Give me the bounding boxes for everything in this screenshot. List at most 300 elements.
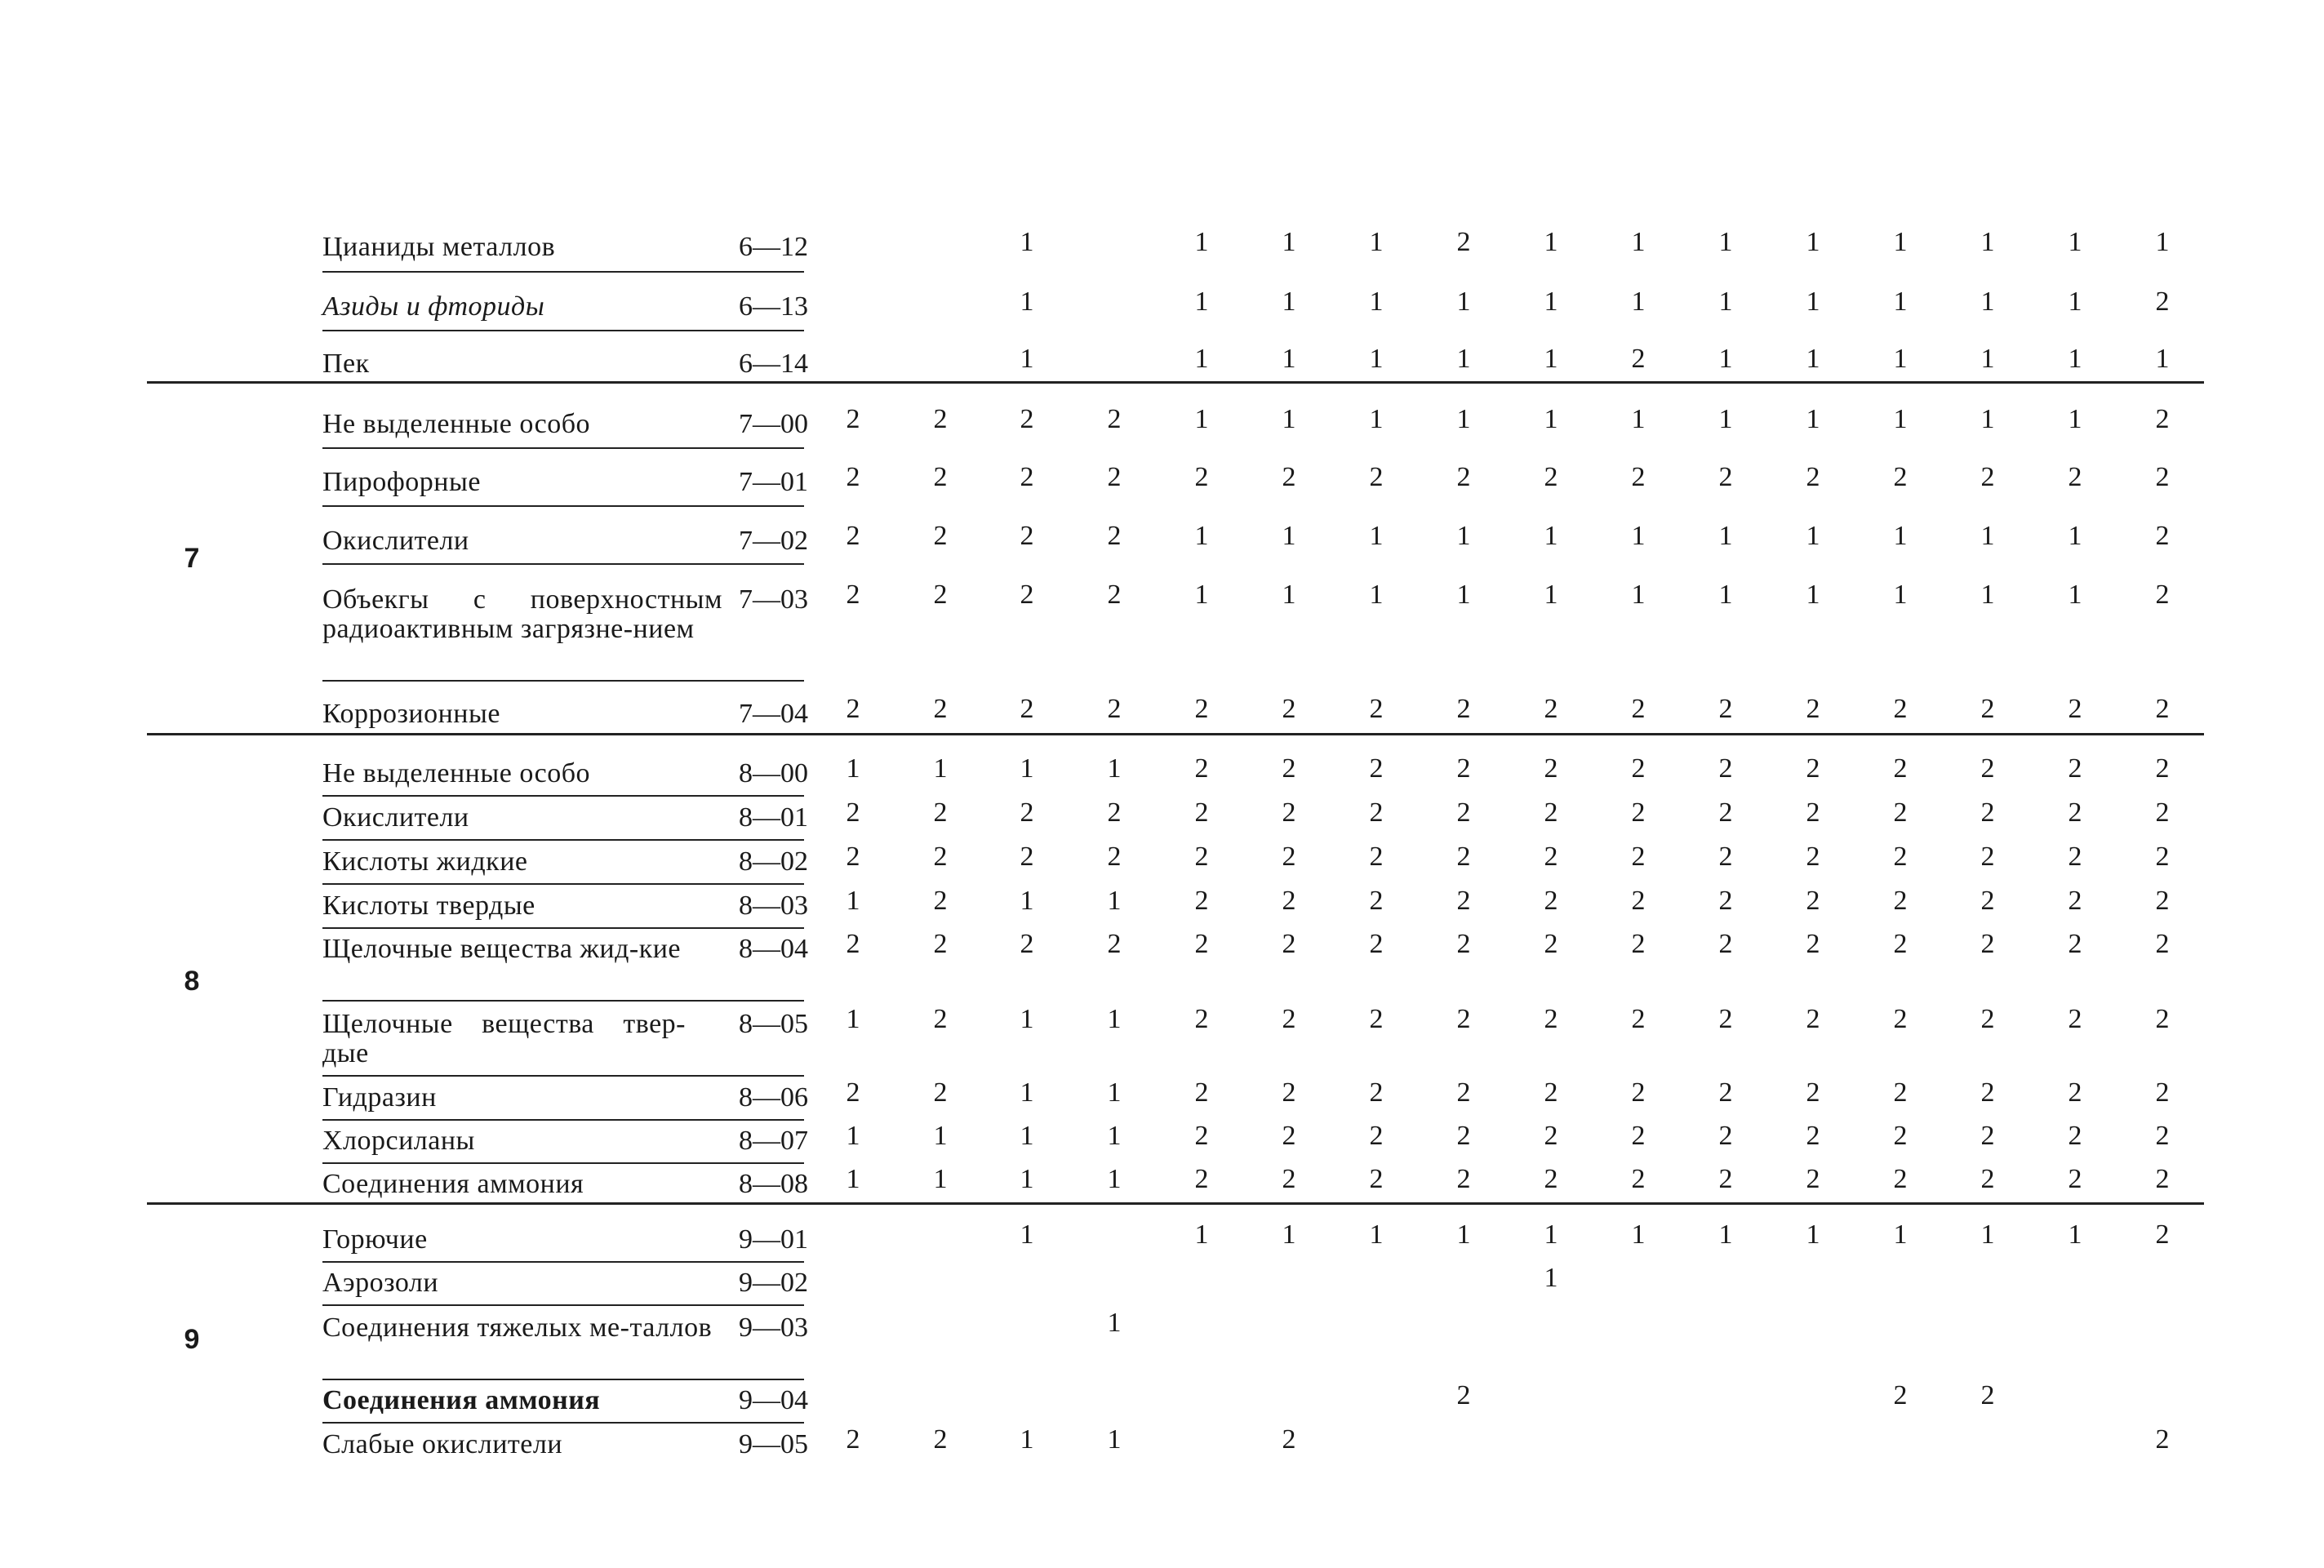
value-cell: 2 bbox=[1107, 462, 1122, 492]
group-separator bbox=[147, 1202, 2204, 1205]
value-cell: 2 bbox=[1456, 929, 1471, 959]
value-cell: 2 bbox=[2068, 842, 2082, 872]
value-cell: 1 bbox=[1282, 344, 1296, 374]
value-cell: 1 bbox=[2068, 404, 2082, 434]
value-cell: 1 bbox=[1893, 227, 1908, 257]
value-cell: 2 bbox=[1282, 1164, 1296, 1194]
value-cell: 2 bbox=[1544, 1164, 1558, 1194]
value-cell: 2 bbox=[2155, 462, 2170, 492]
value-cell: 2 bbox=[2155, 842, 2170, 872]
value-cell: 1 bbox=[1282, 580, 1296, 610]
value-cell: 2 bbox=[1282, 842, 1296, 872]
row-underline bbox=[322, 447, 804, 449]
substance-code: 9—05 bbox=[739, 1429, 808, 1459]
value-cell: 1 bbox=[2155, 344, 2170, 374]
value-cell: 1 bbox=[2068, 580, 2082, 610]
value-cell: 2 bbox=[1980, 1121, 1995, 1151]
substance-code: 6—13 bbox=[739, 291, 808, 322]
value-cell: 1 bbox=[1456, 521, 1471, 551]
value-cell: 2 bbox=[1893, 1077, 1908, 1108]
value-cell: 1 bbox=[1369, 404, 1384, 434]
value-cell: 2 bbox=[1631, 1004, 1646, 1034]
value-cell: 2 bbox=[2155, 1121, 2170, 1151]
value-cell: 2 bbox=[1369, 1004, 1384, 1034]
value-cell: 2 bbox=[1369, 929, 1384, 959]
value-cell: 2 bbox=[1893, 462, 1908, 492]
value-cell: 1 bbox=[1718, 1219, 1733, 1250]
substance-name: Не выделенные особо bbox=[322, 758, 591, 788]
value-cell: 2 bbox=[1282, 1077, 1296, 1108]
value-cell: 2 bbox=[1631, 886, 1646, 916]
value-cell: 1 bbox=[2068, 1219, 2082, 1250]
value-cell: 1 bbox=[1631, 580, 1646, 610]
substance-code: 7—02 bbox=[739, 526, 808, 556]
value-cell: 2 bbox=[933, 929, 948, 959]
value-cell: 1 bbox=[1544, 1219, 1558, 1250]
value-cell: 2 bbox=[1194, 1004, 1209, 1034]
value-cell: 2 bbox=[1544, 462, 1558, 492]
value-cell: 2 bbox=[1893, 1380, 1908, 1410]
value-cell: 2 bbox=[1806, 1004, 1820, 1034]
value-cell: 2 bbox=[2068, 1164, 2082, 1194]
value-cell: 2 bbox=[2155, 886, 2170, 916]
value-cell: 1 bbox=[1107, 886, 1122, 916]
value-cell: 1 bbox=[1282, 521, 1296, 551]
value-cell: 1 bbox=[1718, 344, 1733, 374]
row-underline bbox=[322, 1075, 804, 1077]
value-cell: 1 bbox=[1631, 1219, 1646, 1250]
value-cell: 2 bbox=[846, 521, 860, 551]
value-cell: 1 bbox=[1544, 287, 1558, 317]
value-cell: 2 bbox=[1282, 462, 1296, 492]
value-cell: 1 bbox=[2155, 227, 2170, 257]
value-cell: 2 bbox=[1980, 1077, 1995, 1108]
value-cell: 2 bbox=[1282, 1424, 1296, 1455]
substance-code: 6—12 bbox=[739, 232, 808, 262]
row-underline bbox=[322, 1422, 804, 1424]
value-cell: 1 bbox=[1806, 227, 1820, 257]
value-cell: 2 bbox=[2155, 580, 2170, 610]
value-cell: 2 bbox=[1194, 1121, 1209, 1151]
value-cell: 2 bbox=[1718, 842, 1733, 872]
value-cell: 1 bbox=[1631, 287, 1646, 317]
substance-code: 6—14 bbox=[739, 349, 808, 379]
value-cell: 1 bbox=[1369, 580, 1384, 610]
value-cell: 2 bbox=[1369, 1121, 1384, 1151]
value-cell: 2 bbox=[1544, 842, 1558, 872]
substance-code: 9—03 bbox=[739, 1313, 808, 1343]
value-cell: 1 bbox=[1718, 287, 1733, 317]
value-cell: 2 bbox=[1369, 1077, 1384, 1108]
value-cell: 1 bbox=[1107, 1424, 1122, 1455]
value-cell: 1 bbox=[1020, 1219, 1034, 1250]
group-number: 9 bbox=[184, 1324, 200, 1355]
value-cell: 2 bbox=[1893, 753, 1908, 784]
row-underline bbox=[322, 1000, 804, 1002]
value-cell: 2 bbox=[1456, 753, 1471, 784]
value-cell: 1 bbox=[2068, 227, 2082, 257]
row-underline bbox=[322, 1261, 804, 1263]
value-cell: 2 bbox=[846, 694, 860, 724]
substance-name: Цианиды металлов bbox=[322, 232, 556, 262]
value-cell: 2 bbox=[1893, 1004, 1908, 1034]
value-cell: 2 bbox=[2068, 462, 2082, 492]
value-cell: 2 bbox=[2155, 521, 2170, 551]
value-cell: 1 bbox=[1107, 1121, 1122, 1151]
value-cell: 1 bbox=[1194, 227, 1209, 257]
value-cell: 2 bbox=[2068, 929, 2082, 959]
value-cell: 2 bbox=[1020, 580, 1034, 610]
substance-name: Щелочные вещества жид-кие bbox=[322, 934, 682, 964]
value-cell: 2 bbox=[2155, 1004, 2170, 1034]
value-cell: 2 bbox=[1631, 694, 1646, 724]
value-cell: 1 bbox=[1980, 344, 1995, 374]
value-cell: 2 bbox=[1107, 694, 1122, 724]
value-cell: 1 bbox=[2068, 344, 2082, 374]
value-cell: 2 bbox=[1718, 753, 1733, 784]
value-cell: 2 bbox=[1631, 929, 1646, 959]
value-cell: 2 bbox=[933, 694, 948, 724]
value-cell: 1 bbox=[1107, 1077, 1122, 1108]
value-cell: 2 bbox=[1020, 521, 1034, 551]
value-cell: 1 bbox=[1194, 580, 1209, 610]
substance-name: Аэрозоли bbox=[322, 1268, 439, 1298]
value-cell: 2 bbox=[1631, 842, 1646, 872]
row-underline bbox=[322, 1379, 804, 1380]
group-number: 7 bbox=[184, 543, 200, 574]
value-cell: 2 bbox=[1893, 1121, 1908, 1151]
value-cell: 2 bbox=[1456, 1004, 1471, 1034]
value-cell: 1 bbox=[1020, 886, 1034, 916]
value-cell: 2 bbox=[1020, 694, 1034, 724]
substance-code: 7—00 bbox=[739, 409, 808, 439]
value-cell: 2 bbox=[1893, 842, 1908, 872]
value-cell: 2 bbox=[2155, 1424, 2170, 1455]
substance-name: Коррозионные bbox=[322, 699, 500, 729]
substance-name: Соединения тяжелых ме-таллов bbox=[322, 1313, 713, 1343]
value-cell: 2 bbox=[1980, 1164, 1995, 1194]
value-cell: 1 bbox=[1893, 1219, 1908, 1250]
value-cell: 2 bbox=[2068, 694, 2082, 724]
value-cell: 2 bbox=[1282, 929, 1296, 959]
value-cell: 2 bbox=[1718, 886, 1733, 916]
value-cell: 2 bbox=[1020, 797, 1034, 828]
group-separator bbox=[147, 733, 2204, 735]
value-cell: 1 bbox=[1893, 344, 1908, 374]
value-cell: 2 bbox=[1544, 797, 1558, 828]
value-cell: 2 bbox=[1893, 929, 1908, 959]
value-cell: 1 bbox=[1718, 404, 1733, 434]
value-cell: 2 bbox=[846, 1424, 860, 1455]
value-cell: 2 bbox=[1806, 1077, 1820, 1108]
value-cell: 1 bbox=[1107, 1004, 1122, 1034]
value-cell: 1 bbox=[1980, 580, 1995, 610]
value-cell: 1 bbox=[1194, 344, 1209, 374]
value-cell: 2 bbox=[1107, 580, 1122, 610]
row-underline bbox=[322, 1119, 804, 1121]
value-cell: 1 bbox=[1631, 521, 1646, 551]
substance-name: Азиды и фториды bbox=[322, 291, 545, 322]
value-cell: 2 bbox=[1282, 753, 1296, 784]
substance-name: Окислители bbox=[322, 802, 469, 833]
value-cell: 1 bbox=[846, 886, 860, 916]
substance-code: 9—04 bbox=[739, 1385, 808, 1415]
value-cell: 1 bbox=[1806, 521, 1820, 551]
value-cell: 1 bbox=[1544, 404, 1558, 434]
value-cell: 2 bbox=[1107, 797, 1122, 828]
value-cell: 2 bbox=[2155, 404, 2170, 434]
value-cell: 2 bbox=[1456, 694, 1471, 724]
row-underline bbox=[322, 271, 804, 273]
value-cell: 2 bbox=[1107, 842, 1122, 872]
value-cell: 1 bbox=[1456, 1219, 1471, 1250]
value-cell: 2 bbox=[1369, 753, 1384, 784]
substance-name: Кислоты твердые bbox=[322, 891, 535, 921]
value-cell: 2 bbox=[1893, 694, 1908, 724]
value-cell: 2 bbox=[1456, 842, 1471, 872]
value-cell: 2 bbox=[1893, 1164, 1908, 1194]
value-cell: 2 bbox=[933, 1424, 948, 1455]
substance-code: 9—01 bbox=[739, 1224, 808, 1255]
value-cell: 1 bbox=[1806, 1219, 1820, 1250]
value-cell: 2 bbox=[1544, 929, 1558, 959]
value-cell: 2 bbox=[2155, 753, 2170, 784]
value-cell: 2 bbox=[1456, 462, 1471, 492]
value-cell: 2 bbox=[1806, 842, 1820, 872]
value-cell: 2 bbox=[1194, 842, 1209, 872]
value-cell: 1 bbox=[1020, 753, 1034, 784]
value-cell: 1 bbox=[933, 1164, 948, 1194]
value-cell: 2 bbox=[1456, 227, 1471, 257]
value-cell: 2 bbox=[1456, 797, 1471, 828]
value-cell: 1 bbox=[1980, 287, 1995, 317]
value-cell: 2 bbox=[1456, 1164, 1471, 1194]
value-cell: 2 bbox=[1282, 694, 1296, 724]
value-cell: 2 bbox=[933, 1004, 948, 1034]
value-cell: 2 bbox=[846, 580, 860, 610]
value-cell: 2 bbox=[1020, 929, 1034, 959]
value-cell: 1 bbox=[1544, 1263, 1558, 1293]
value-cell: 2 bbox=[2068, 1121, 2082, 1151]
substance-code: 8—05 bbox=[739, 1009, 808, 1039]
value-cell: 1 bbox=[1020, 227, 1034, 257]
value-cell: 1 bbox=[1020, 344, 1034, 374]
value-cell: 2 bbox=[1806, 797, 1820, 828]
substance-name: Соединения аммония bbox=[322, 1169, 584, 1199]
row-underline bbox=[322, 927, 804, 929]
value-cell: 2 bbox=[1544, 694, 1558, 724]
value-cell: 2 bbox=[1020, 404, 1034, 434]
row-underline bbox=[322, 795, 804, 797]
value-cell: 1 bbox=[1282, 404, 1296, 434]
value-cell: 2 bbox=[1020, 462, 1034, 492]
value-cell: 1 bbox=[933, 1121, 948, 1151]
value-cell: 2 bbox=[1806, 929, 1820, 959]
value-cell: 2 bbox=[1282, 886, 1296, 916]
value-cell: 1 bbox=[1806, 287, 1820, 317]
value-cell: 2 bbox=[1107, 404, 1122, 434]
value-cell: 1 bbox=[1980, 227, 1995, 257]
value-cell: 2 bbox=[1718, 929, 1733, 959]
value-cell: 2 bbox=[1369, 694, 1384, 724]
value-cell: 2 bbox=[933, 404, 948, 434]
value-cell: 1 bbox=[1107, 1308, 1122, 1338]
value-cell: 1 bbox=[1544, 580, 1558, 610]
substance-name: Щелочные вещества твер-дые bbox=[322, 1009, 686, 1068]
value-cell: 1 bbox=[1980, 404, 1995, 434]
substance-name: Пирофорные bbox=[322, 467, 481, 497]
value-cell: 2 bbox=[1544, 1077, 1558, 1108]
value-cell: 2 bbox=[1980, 694, 1995, 724]
value-cell: 2 bbox=[846, 842, 860, 872]
value-cell: 2 bbox=[1718, 694, 1733, 724]
value-cell: 2 bbox=[1980, 797, 1995, 828]
value-cell: 1 bbox=[1631, 404, 1646, 434]
value-cell: 2 bbox=[1718, 1121, 1733, 1151]
substance-code: 8—02 bbox=[739, 846, 808, 877]
row-underline bbox=[322, 505, 804, 507]
value-cell: 2 bbox=[1631, 753, 1646, 784]
value-cell: 1 bbox=[1456, 287, 1471, 317]
value-cell: 2 bbox=[1806, 694, 1820, 724]
value-cell: 1 bbox=[1369, 287, 1384, 317]
value-cell: 2 bbox=[2155, 694, 2170, 724]
value-cell: 1 bbox=[1369, 521, 1384, 551]
value-cell: 2 bbox=[1980, 1380, 1995, 1410]
value-cell: 2 bbox=[1194, 462, 1209, 492]
value-cell: 1 bbox=[2068, 521, 2082, 551]
value-cell: 1 bbox=[1456, 580, 1471, 610]
value-cell: 2 bbox=[1194, 753, 1209, 784]
value-cell: 1 bbox=[1806, 344, 1820, 374]
value-cell: 2 bbox=[846, 1077, 860, 1108]
value-cell: 1 bbox=[1194, 287, 1209, 317]
value-cell: 1 bbox=[1020, 1121, 1034, 1151]
value-cell: 2 bbox=[1544, 886, 1558, 916]
value-cell: 2 bbox=[1980, 462, 1995, 492]
value-cell: 2 bbox=[1194, 1077, 1209, 1108]
substance-name: Окислители bbox=[322, 526, 469, 556]
value-cell: 2 bbox=[1282, 1004, 1296, 1034]
value-cell: 2 bbox=[1980, 886, 1995, 916]
value-cell: 2 bbox=[933, 580, 948, 610]
value-cell: 2 bbox=[1369, 842, 1384, 872]
value-cell: 1 bbox=[1369, 1219, 1384, 1250]
value-cell: 2 bbox=[2068, 1077, 2082, 1108]
value-cell: 2 bbox=[2155, 1219, 2170, 1250]
value-cell: 2 bbox=[1806, 753, 1820, 784]
row-underline bbox=[322, 1162, 804, 1164]
value-cell: 2 bbox=[2068, 886, 2082, 916]
value-cell: 2 bbox=[2155, 797, 2170, 828]
value-cell: 1 bbox=[1893, 580, 1908, 610]
value-cell: 2 bbox=[1194, 694, 1209, 724]
value-cell: 1 bbox=[1020, 1077, 1034, 1108]
substance-code: 8—08 bbox=[739, 1169, 808, 1199]
row-underline bbox=[322, 680, 804, 682]
substance-code: 8—06 bbox=[739, 1082, 808, 1113]
value-cell: 2 bbox=[846, 462, 860, 492]
value-cell: 2 bbox=[1631, 1121, 1646, 1151]
value-cell: 2 bbox=[1806, 1121, 1820, 1151]
substance-name: Слабые окислители bbox=[322, 1429, 563, 1459]
value-cell: 1 bbox=[1893, 287, 1908, 317]
substance-name: Гидразин bbox=[322, 1082, 437, 1113]
value-cell: 2 bbox=[1980, 842, 1995, 872]
value-cell: 1 bbox=[1369, 344, 1384, 374]
substance-name: Не выделенные особо bbox=[322, 409, 591, 439]
value-cell: 2 bbox=[1718, 1004, 1733, 1034]
substance-code: 8—04 bbox=[739, 934, 808, 964]
value-cell: 1 bbox=[1282, 1219, 1296, 1250]
value-cell: 1 bbox=[1893, 521, 1908, 551]
substance-name: Соединения аммония bbox=[322, 1385, 601, 1415]
value-cell: 2 bbox=[1194, 929, 1209, 959]
value-cell: 2 bbox=[1107, 929, 1122, 959]
row-underline bbox=[322, 839, 804, 841]
value-cell: 2 bbox=[933, 842, 948, 872]
value-cell: 1 bbox=[1282, 287, 1296, 317]
row-underline bbox=[322, 1304, 804, 1306]
value-cell: 1 bbox=[1980, 1219, 1995, 1250]
substance-name: Хлорсиланы bbox=[322, 1126, 475, 1156]
value-cell: 1 bbox=[1194, 1219, 1209, 1250]
value-cell: 1 bbox=[1020, 1164, 1034, 1194]
value-cell: 2 bbox=[1369, 797, 1384, 828]
substance-code: 7—04 bbox=[739, 699, 808, 729]
value-cell: 2 bbox=[1718, 797, 1733, 828]
value-cell: 1 bbox=[846, 1164, 860, 1194]
value-cell: 2 bbox=[2155, 1164, 2170, 1194]
value-cell: 2 bbox=[1282, 1121, 1296, 1151]
value-cell: 2 bbox=[1456, 886, 1471, 916]
value-cell: 2 bbox=[1194, 797, 1209, 828]
value-cell: 2 bbox=[1369, 462, 1384, 492]
value-cell: 2 bbox=[1718, 462, 1733, 492]
value-cell: 2 bbox=[2155, 287, 2170, 317]
value-cell: 1 bbox=[846, 1004, 860, 1034]
value-cell: 2 bbox=[846, 404, 860, 434]
value-cell: 2 bbox=[1980, 753, 1995, 784]
value-cell: 1 bbox=[1806, 404, 1820, 434]
substance-name: Объекгы с поверхностным радиоактивным загрязне-нием bbox=[322, 584, 722, 644]
value-cell: 1 bbox=[1020, 1004, 1034, 1034]
value-cell: 1 bbox=[1544, 344, 1558, 374]
value-cell: 2 bbox=[2068, 1004, 2082, 1034]
group-number: 8 bbox=[184, 966, 200, 997]
value-cell: 1 bbox=[1718, 580, 1733, 610]
value-cell: 1 bbox=[1980, 521, 1995, 551]
value-cell: 2 bbox=[1282, 797, 1296, 828]
value-cell: 2 bbox=[1544, 1004, 1558, 1034]
value-cell: 1 bbox=[1107, 1164, 1122, 1194]
value-cell: 1 bbox=[1194, 521, 1209, 551]
substance-name: Кислоты жидкие bbox=[322, 846, 528, 877]
value-cell: 2 bbox=[933, 1077, 948, 1108]
value-cell: 2 bbox=[2068, 753, 2082, 784]
value-cell: 1 bbox=[1369, 227, 1384, 257]
value-cell: 2 bbox=[846, 797, 860, 828]
value-cell: 2 bbox=[1369, 1164, 1384, 1194]
value-cell: 2 bbox=[2068, 797, 2082, 828]
value-cell: 2 bbox=[1806, 462, 1820, 492]
value-cell: 2 bbox=[846, 929, 860, 959]
value-cell: 2 bbox=[933, 886, 948, 916]
value-cell: 2 bbox=[1631, 797, 1646, 828]
value-cell: 2 bbox=[1893, 886, 1908, 916]
value-cell: 1 bbox=[1194, 404, 1209, 434]
substance-code: 7—01 bbox=[739, 467, 808, 497]
